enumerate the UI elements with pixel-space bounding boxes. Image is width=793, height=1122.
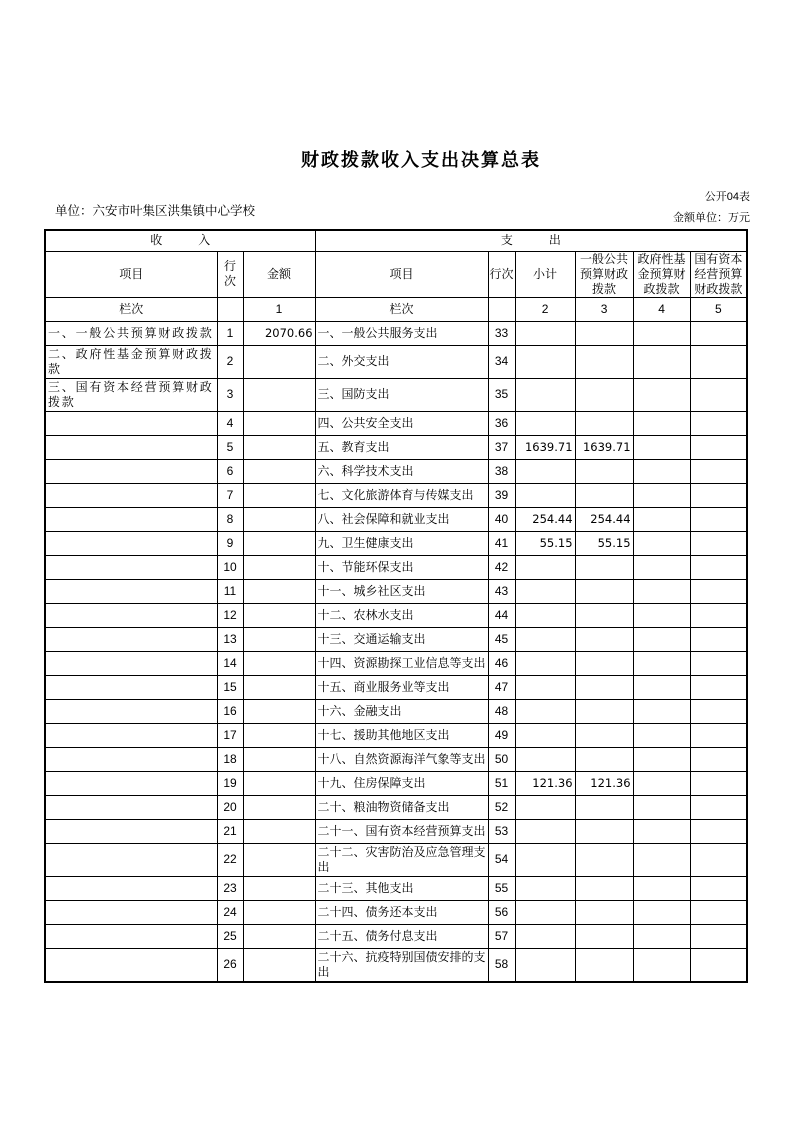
income-item-cell [45,627,217,651]
income-amount-cell [243,747,315,771]
expense-rowno-index-cell [488,297,515,321]
expense-item-cell: 二十、粮油物资储备支出 [315,795,488,819]
subtotal-cell [515,345,575,378]
income-rowno-cell: 12 [217,603,243,627]
expense-item-cell: 十五、商业服务业等支出 [315,675,488,699]
income-amount-cell [243,819,315,843]
income-item-cell [45,555,217,579]
income-item-cell [45,747,217,771]
income-amount-cell [243,603,315,627]
expense-rowno-cell: 44 [488,603,515,627]
income-rowno-cell: 10 [217,555,243,579]
expense-item-column-header: 项目 [315,251,488,297]
expense-section-header: 支 出 [315,230,747,251]
general-public-budget-cell [575,843,633,876]
income-amount-cell [243,651,315,675]
state-capital-budget-cell [690,843,747,876]
expense-item-cell: 十六、金融支出 [315,699,488,723]
subtotal-cell [515,900,575,924]
general-public-budget-cell [575,411,633,435]
general-public-budget-cell [575,675,633,699]
government-fund-budget-cell [633,723,690,747]
table-row [45,699,747,723]
income-amount-cell [243,948,315,982]
expense-item-cell: 十一、城乡社区支出 [315,579,488,603]
expense-rowno-cell: 42 [488,555,515,579]
general-public-budget-cell [575,579,633,603]
table-row [45,459,747,483]
income-rowno-cell: 21 [217,819,243,843]
income-rowno-cell: 15 [217,675,243,699]
government-fund-budget-cell [633,603,690,627]
expense-index-label: 栏次 [315,297,488,321]
state-capital-budget-cell [690,507,747,531]
government-fund-budget-cell [633,378,690,411]
subtotal-cell: 121.36 [515,771,575,795]
state-capital-budget-cell [690,627,747,651]
expense-rowno-column-header: 行次 [488,251,515,297]
subtotal-cell [515,603,575,627]
subtotal-cell [515,876,575,900]
table-row [45,411,747,435]
income-amount-cell [243,627,315,651]
general-public-budget-cell [575,345,633,378]
government-fund-budget-cell [633,900,690,924]
table-row [45,627,747,651]
income-rowno-cell: 23 [217,876,243,900]
income-amount-index: 1 [243,297,315,321]
income-amount-cell [243,459,315,483]
general-public-budget-cell [575,627,633,651]
table-row [45,321,747,345]
subtotal-column-header: 小计 [515,251,575,297]
state-capital-budget-cell [690,900,747,924]
income-amount-cell [243,699,315,723]
income-item-cell [45,579,217,603]
general-public-budget-cell [575,747,633,771]
expense-rowno-cell: 52 [488,795,515,819]
income-rowno-cell: 3 [217,378,243,411]
income-rowno-cell: 4 [217,411,243,435]
expense-rowno-cell: 33 [488,321,515,345]
government-fund-budget-cell [633,675,690,699]
state-capital-budget-cell [690,948,747,982]
income-rowno-cell: 13 [217,627,243,651]
expense-rowno-cell: 36 [488,411,515,435]
state-capital-budget-cell [690,924,747,948]
government-fund-budget-cell [633,321,690,345]
expense-item-cell: 二十三、其他支出 [315,876,488,900]
table-row [45,651,747,675]
table-row [45,531,747,555]
general-public-budget-cell: 254.44 [575,507,633,531]
general-public-budget-cell [575,723,633,747]
income-amount-cell [243,900,315,924]
state-capital-budget-column-header: 国有资本经营预算财政拨款 [690,251,747,297]
income-amount-cell [243,483,315,507]
income-item-cell [45,411,217,435]
subtotal-cell [515,699,575,723]
income-item-cell [45,699,217,723]
government-fund-budget-cell [633,651,690,675]
government-fund-budget-cell [633,507,690,531]
table-row [45,378,747,411]
income-amount-column-header: 金额 [243,251,315,297]
income-item-cell [45,603,217,627]
state-capital-budget-cell [690,378,747,411]
income-rowno-cell: 9 [217,531,243,555]
income-item-cell [45,651,217,675]
general-public-budget-column-header: 一般公共预算财政拨款 [575,251,633,297]
table-row [45,675,747,699]
expense-rowno-cell: 43 [488,579,515,603]
expense-rowno-cell: 57 [488,924,515,948]
income-amount-cell [243,555,315,579]
income-item-cell: 一、一般公共预算财政拨款 [45,321,217,345]
expense-item-cell: 二十一、国有资本经营预算支出 [315,819,488,843]
table-row [45,345,747,378]
table-row [45,843,747,876]
government-fund-budget-cell [633,699,690,723]
government-fund-budget-cell [633,531,690,555]
subtotal-cell [515,843,575,876]
expense-item-cell: 十九、住房保障支出 [315,771,488,795]
subtotal-cell: 254.44 [515,507,575,531]
income-rowno-column-header: 行次 [217,251,243,297]
expense-rowno-cell: 48 [488,699,515,723]
general-public-budget-cell [575,876,633,900]
government-fund-budget-cell [633,459,690,483]
income-rowno-cell: 5 [217,435,243,459]
expense-rowno-cell: 56 [488,900,515,924]
form-code-label: 公开04表 [704,191,750,203]
subtotal-cell [515,675,575,699]
expense-rowno-cell: 47 [488,675,515,699]
column-header-row [45,251,747,297]
general-public-budget-cell [575,483,633,507]
expense-rowno-cell: 45 [488,627,515,651]
general-public-budget-cell [575,651,633,675]
subtotal-cell [515,579,575,603]
subtotal-cell [515,411,575,435]
state-capital-budget-cell [690,603,747,627]
income-rowno-cell: 1 [217,321,243,345]
government-fund-budget-cell [633,795,690,819]
expense-item-cell: 十、节能环保支出 [315,555,488,579]
column-index-row [45,297,747,321]
state-capital-budget-cell [690,555,747,579]
general-index: 3 [575,297,633,321]
income-rowno-cell: 6 [217,459,243,483]
expense-item-cell: 九、卫生健康支出 [315,531,488,555]
table-row [45,948,747,982]
subtotal-cell [515,627,575,651]
expense-item-cell: 二十六、抗疫特别国债安排的支出 [315,948,488,982]
government-fund-budget-cell [633,876,690,900]
income-item-cell [45,507,217,531]
income-item-column-header: 项目 [45,251,217,297]
subtotal-cell [515,651,575,675]
expense-item-cell: 五、教育支出 [315,435,488,459]
table-row [45,555,747,579]
income-item-cell: 二、政府性基金预算财政拨款 [45,345,217,378]
income-amount-cell [243,771,315,795]
income-section-header: 收 入 [45,230,315,251]
table-row [45,603,747,627]
expense-rowno-cell: 54 [488,843,515,876]
expense-rowno-cell: 41 [488,531,515,555]
government-fund-budget-cell [633,843,690,876]
general-public-budget-cell [575,603,633,627]
expense-item-cell: 十二、农林水支出 [315,603,488,627]
income-rowno-cell: 7 [217,483,243,507]
income-rowno-cell: 16 [217,699,243,723]
amount-unit-label: 金额单位：万元 [673,212,750,224]
government-fund-budget-cell [633,345,690,378]
income-rowno-cell: 11 [217,579,243,603]
income-item-cell [45,948,217,982]
government-fund-budget-cell [633,747,690,771]
expense-item-cell: 二十五、债务付息支出 [315,924,488,948]
income-amount-cell [243,411,315,435]
income-item-cell [45,771,217,795]
income-item-cell [45,876,217,900]
income-rowno-cell: 14 [217,651,243,675]
subtotal-cell [515,795,575,819]
expense-rowno-cell: 55 [488,876,515,900]
subtotal-cell [515,948,575,982]
table-row [45,579,747,603]
state-capital-budget-cell [690,747,747,771]
expense-item-cell: 四、公共安全支出 [315,411,488,435]
expense-rowno-cell: 34 [488,345,515,378]
general-public-budget-cell: 121.36 [575,771,633,795]
expense-item-cell: 七、文化旅游体育与传媒支出 [315,483,488,507]
state-capital-budget-cell [690,483,747,507]
income-rowno-cell: 17 [217,723,243,747]
table-row [45,924,747,948]
income-item-cell: 三、国有资本经营预算财政拨款 [45,378,217,411]
expense-rowno-cell: 46 [488,651,515,675]
income-item-cell [45,723,217,747]
income-rowno-cell: 8 [217,507,243,531]
income-rowno-cell: 24 [217,900,243,924]
general-public-budget-cell [575,924,633,948]
income-amount-cell [243,924,315,948]
government-fund-budget-cell [633,948,690,982]
income-amount-cell [243,675,315,699]
income-amount-cell [243,345,315,378]
state-capital-budget-cell [690,435,747,459]
government-fund-budget-cell [633,924,690,948]
income-rowno-cell: 18 [217,747,243,771]
expense-item-cell: 十八、自然资源海洋气象等支出 [315,747,488,771]
income-amount-cell [243,531,315,555]
income-index-label: 栏次 [45,297,217,321]
general-public-budget-cell [575,948,633,982]
income-item-cell [45,819,217,843]
expense-rowno-cell: 51 [488,771,515,795]
expense-item-cell: 八、社会保障和就业支出 [315,507,488,531]
expense-rowno-cell: 40 [488,507,515,531]
table-row [45,795,747,819]
income-amount-cell [243,795,315,819]
government-fund-budget-cell [633,411,690,435]
unit-label: 单位：六安市叶集区洪集镇中心学校 [55,204,256,218]
state-capital-budget-cell [690,699,747,723]
income-rowno-cell: 25 [217,924,243,948]
state-capital-budget-cell [690,579,747,603]
section-header-row [45,230,747,251]
table-row [45,483,747,507]
table-row [45,876,747,900]
table-row [45,723,747,747]
general-public-budget-cell [575,699,633,723]
fund-index: 4 [633,297,690,321]
table-row [45,507,747,531]
expense-item-cell: 三、国防支出 [315,378,488,411]
expense-rowno-cell: 35 [488,378,515,411]
state-capital-budget-cell [690,771,747,795]
expense-rowno-cell: 58 [488,948,515,982]
state-capital-budget-cell [690,321,747,345]
expense-item-cell: 二十二、灾害防治及应急管理支出 [315,843,488,876]
expense-rowno-cell: 37 [488,435,515,459]
government-fund-budget-column-header: 政府性基金预算财政拨款 [633,251,690,297]
subtotal-cell [515,483,575,507]
government-fund-budget-cell [633,771,690,795]
income-rowno-cell: 22 [217,843,243,876]
income-item-cell [45,900,217,924]
income-item-cell [45,531,217,555]
subtotal-cell [515,378,575,411]
income-item-cell [45,675,217,699]
income-rowno-cell: 2 [217,345,243,378]
subtotal-cell: 1639.71 [515,435,575,459]
income-amount-cell [243,378,315,411]
income-amount-cell [243,579,315,603]
government-fund-budget-cell [633,555,690,579]
general-public-budget-cell [575,900,633,924]
state-capital-budget-cell [690,651,747,675]
state-capital-budget-cell [690,411,747,435]
government-fund-budget-cell [633,435,690,459]
subtotal-cell [515,747,575,771]
expense-item-cell: 十四、资源勘探工业信息等支出 [315,651,488,675]
income-item-cell [45,924,217,948]
income-rowno-index-cell [217,297,243,321]
state-capital-budget-cell [690,675,747,699]
government-fund-budget-cell [633,819,690,843]
table-row [45,819,747,843]
income-amount-cell [243,876,315,900]
expense-rowno-cell: 38 [488,459,515,483]
table-row [45,771,747,795]
expense-rowno-cell: 39 [488,483,515,507]
government-fund-budget-cell [633,483,690,507]
general-public-budget-cell [575,819,633,843]
expense-rowno-cell: 50 [488,747,515,771]
general-public-budget-cell [575,378,633,411]
state-capital-budget-cell [690,819,747,843]
income-amount-cell [243,435,315,459]
expense-item-cell: 六、科学技术支出 [315,459,488,483]
expense-item-cell: 十三、交通运输支出 [315,627,488,651]
subtotal-cell [515,723,575,747]
state-capital-budget-cell [690,876,747,900]
income-rowno-cell: 20 [217,795,243,819]
income-item-cell [45,483,217,507]
government-fund-budget-cell [633,627,690,651]
state-capital-budget-cell [690,459,747,483]
table-row [45,900,747,924]
income-item-cell [45,843,217,876]
expense-rowno-cell: 53 [488,819,515,843]
expense-rowno-cell: 49 [488,723,515,747]
general-public-budget-cell: 55.15 [575,531,633,555]
subtotal-cell [515,819,575,843]
state-capital-budget-cell [690,795,747,819]
income-item-cell [45,435,217,459]
government-fund-budget-cell [633,579,690,603]
income-amount-cell [243,723,315,747]
table-row [45,747,747,771]
expense-item-cell: 十七、援助其他地区支出 [315,723,488,747]
subtotal-cell [515,459,575,483]
income-item-cell [45,795,217,819]
income-amount-cell [243,507,315,531]
income-rowno-cell: 19 [217,771,243,795]
capital-index: 5 [690,297,747,321]
state-capital-budget-cell [690,723,747,747]
subtotal-cell [515,321,575,345]
income-rowno-cell: 26 [217,948,243,982]
state-capital-budget-cell [690,345,747,378]
general-public-budget-cell [575,795,633,819]
subtotal-cell: 55.15 [515,531,575,555]
table-row [45,435,747,459]
expense-item-cell: 二十四、债务还本支出 [315,900,488,924]
expense-item-cell: 二、外交支出 [315,345,488,378]
general-public-budget-cell [575,321,633,345]
subtotal-cell [515,555,575,579]
income-amount-cell: 2070.66 [243,321,315,345]
expense-item-cell: 一、一般公共服务支出 [315,321,488,345]
income-amount-cell [243,843,315,876]
general-public-budget-cell [575,555,633,579]
subtotal-index: 2 [515,297,575,321]
general-public-budget-cell [575,459,633,483]
income-item-cell [45,459,217,483]
general-public-budget-cell: 1639.71 [575,435,633,459]
fiscal-appropriation-table [44,229,748,983]
subtotal-cell [515,924,575,948]
state-capital-budget-cell [690,531,747,555]
page-title: 财政拨款收入支出决算总表 [301,150,541,170]
table-body [45,321,747,982]
